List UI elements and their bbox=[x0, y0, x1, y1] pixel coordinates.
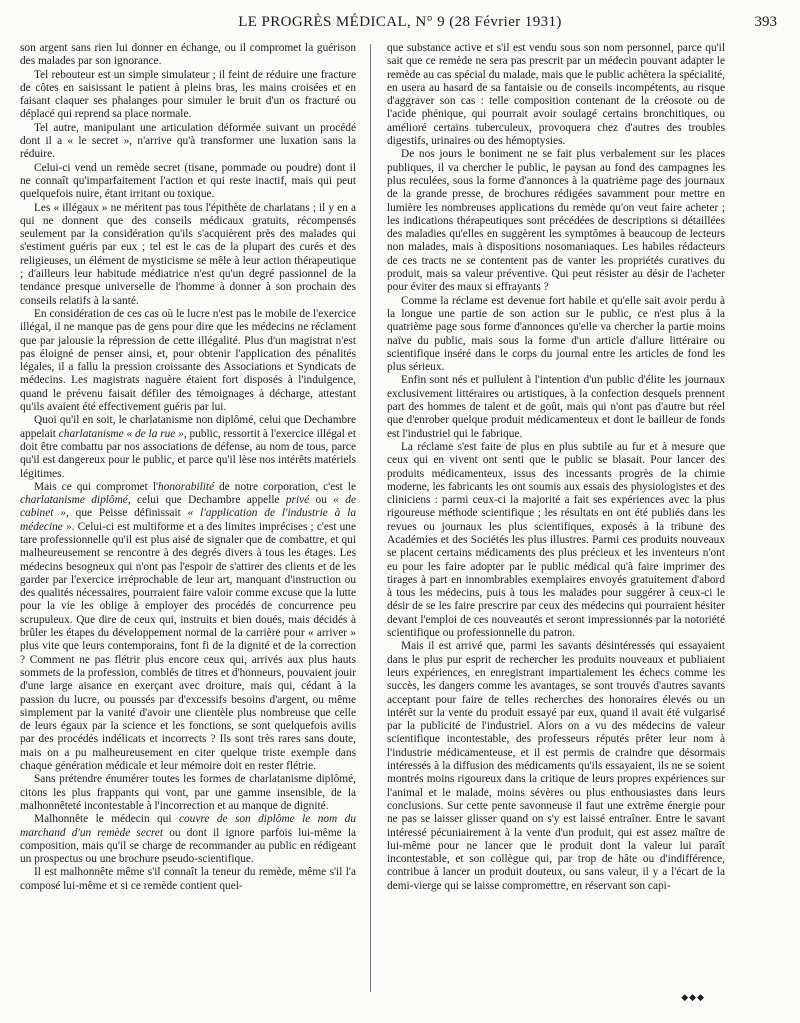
paragraph: Mais ce qui compromet l'honorabilité de notre corporation, c'est le charlatanisme diplômé, celui que Dechambre appelle privé ou « de cabinet », que Peisse définissait « l'application de l'industrie à la médecine ». Celui-ci est multiforme et a des limites imprécises ; c'est une tare professionnelle qu'il est plus aisé de signaler que de combattre, et qui malheureusement se rencontre à des degrés divers à tous les étages. Les médecins besogneux qui n'ont pas l'espoir de s'attirer des clients et de les garder par l'exercice irréprochable de leur art, manquant d'instruction ou des qualités nécessaires, pourraient faire valoir comme excuse que la lutte pour la vie les oblige à employer des procédés de concurrence peu scrupuleux. Que dire de ceux qui, instruits et bien doués, mais décidés à brûler les étapes du développement normal de la carrière pour « arriver » plus vite que leurs contemporains, font fi de la dignité et de la correction ? Comment ne pas flétrir plus encore ceux qui, arrivés aux plus hauts sommets de la profession, comblés de titres et d'honneurs, pouvaient jouir d'une large aisance en exerçant avec droiture, mais qui, cédant à la passion du lucre, ou poussés par d'excessifs besoins d'argent, ou même simplement par la vanité d'avoir une clientèle plus nombreuse que celle de leurs égaux par la science et les fonctions, se sont quelquefois avilis par des procédés indélicats et incorrects ? Ils sont très rares sans doute, mais on a pu malheureusement en citer quelque triste exemple dans chaque génération médicale et leur mémoire doit en rester flétrie. bbox=[20, 480, 357, 773]
paragraph: De nos jours le boniment ne se fait plus verbalement sur les places publiques, il va chercher le public, le paysan au fond des campagnes les plus reculées, sous la forme d'annonces à la quatrième page des journaux de la grande presse, de brochures rédigées savamment pour mettre en lumière les nombreuses applications du remède qu'on veut faire acheter ; les indications thérapeutiques sont précédées de descriptions si détaillées des maladies qu'elles en suggèrent les symptômes à beaucoup de lecteurs non malades, mais à dispositions nosomaniaques. Les habiles rédacteurs de ces tracts ne se contentent pas de vanter les propriétés curatives du produit, mais sa valeur préventive. Qui peut résister au désir de l'acheter pour éviter des maux si effrayants ? bbox=[387, 148, 725, 294]
running-title: LE PROGRÈS MÉDICAL, N° 9 (28 Février 1931) bbox=[238, 14, 562, 30]
paragraph: Il est malhonnête même s'il connaît la teneur du remède, même s'il l'a composé lui-même et si ce remède contient quel- bbox=[20, 866, 356, 892]
paragraph: Sans prétendre énumérer toutes les formes de charlatanisme diplômé, citons les plus frappants qui vont, par une gamme insensible, de la malhonnêteté incontestable à l'incorrection et au manque de dignité. bbox=[20, 773, 356, 812]
paragraph: Les « illégaux » ne méritent pas tous l'épithète de charlatans ; il y en a qui ne donnent que des conseils médicaux gratuits, récompensés seulement par la considération qu'ils s'acquièrent près des malades qui s'estiment guéris par eux ; tel est le cas de la plupart des curés et des religieuses, un élément de mysticisme se mêle à leur action thérapeutique ; d'ailleurs leur habitude médiatrice n'est qu'un degré passionnel de la tendance presque universelle de l'homme à donner à son prochain des conseils relatifs à la santé. bbox=[20, 201, 356, 307]
paragraph: Enfin sont nés et pullulent à l'intention d'un public d'élite les journaux exclusivement littéraires ou artistiques, à la confection desquels prennent part des hommes de talent et de goût, mais qui n'ont pas d'autre but réel que d'enrober quelque produit médicamenteux et dont le bailleur de fonds est l'industriel qui le fabrique. bbox=[387, 374, 725, 440]
paragraph: Tel autre, manipulant une articulation déformée suivant un procédé dont il a « le secret », n'arrive qu'à transformer une luxation sans la réduire. bbox=[20, 121, 356, 161]
paragraph: que substance active et s'il est vendu sous son nom personnel, parce qu'il sait que ce remède ne sera pas prescrit par un médecin pouvant adapter le remède au cas spécial du malade, mais que le public achètera la spécialité, en usera au hasard de sa fantaisie ou de conseils incompétents, au risque d'aggraver son cas : telle composition contenant de la créosote ou de l'acide phénique, qui pourrait avoir soulagé certains bronchitiques, ou amélioré certains tuberculeux, provoquera chez d'autres des troubles digestifs, urinaires ou des hémoptysies. bbox=[387, 42, 725, 148]
paragraph: Malhonnête le médecin qui couvre de son diplôme le nom du marchand d'un remède secret ou dont il ignore parfois lui-même la composition, mais qu'il se charge de recommander au public en rédigeant un prospectus ou une brochure pseudo-scientifique. bbox=[20, 813, 357, 866]
column-divider bbox=[370, 44, 371, 992]
left-column bbox=[20, 42, 356, 893]
paragraph: Comme la réclame est devenue fort habile et qu'elle sait avoir perdu à la longue une partie de son action sur le public, ce n'est plus à la quatrième page sous forme d'annonces qu'elle va chercher la partie moins naïve du public, mais sous la forme d'un article d'allure littéraire ou scientifique inséré dans le corps du journal entre les articles de fond les plus sérieux. bbox=[387, 294, 725, 374]
paragraph: La réclame s'est faite de plus en plus subtile au fur et à mesure que ceux qui en vivent ont senti que le public se blasait. Pour lancer des produits médicamenteux, issus des incessants progrès de la chimie moderne, les fabricants les ont soumis aux essais des physiologistes et des cliniciens : parmi ceux-ci la majorité a fait ses expériences avec la plus rigoureuse méthode scientifique ; les résultats en ont été publiés dans les revues ou journaux les plus scientifiques, exposés à la tribune des Académies et des Sociétés les plus illustres. Parmi ces produits nouveaux se placent certains médicaments des plus précieux et les inventeurs n'ont eu pour les faire adopter par le public médical qu'à faire imprimer des tirages à part en innombrables exemplaires envoyés gratuitement d'abord à tous les médecins, puis à tous les malades pour suggérer à ceux-ci le désir de se les faire prescrire par ceux des médecins qui pourraient hésiter devant l'emploi de ces nouveautés et seront impressionnés par la notoriété scientifique ou professionnelle du patron. bbox=[387, 440, 725, 640]
page-header bbox=[0, 12, 800, 32]
paragraph: Mais il est arrivé que, parmi les savants désintéressés qui essayaient dans le plus pur esprit de rechercher les produits nouveaux et publiaient leurs expériences, en enregistrant impartialement les échecs comme les succès, les dangers comme les avantages, se sont trouvés d'autres savants acceptant pour faire de telles recherches des honoraires élevés ou un intérêt sur la vente du produit essayé par eux, quand il avait été vulgarisé par la publicité de l'industriel. Alors on a vu des médecins de valeur scientifique incontestable, des professeurs réputés prêter leur nom à l'industrie médicamenteuse, et il est permis de craindre que désormais intéressés à la diffusion des médicaments qu'ils essayaient, ils ne se soient montrés moins rigoureux dans la critique de leurs propres expériences sur l'animal et le malade, moins sévères ou plus enthousiastes dans leurs conclusions. Sur cette pente savonneuse il faut une extrême énergie pour ne pas se laisser glisser quand on s'y est laissé entraîner. Entre le savant intéressé pécuniairement à la vente d'un produit, qui est assez maître de lui-même pour ne lancer que le produit dont la valeur lui paraît incontestable, et son collègue qui, par trop de hâte ou d'indifférence, contribue à lancer un produit douteux, ou sans valeur, il y a l'écart de la demi-vierge qui se laisse compromettre, en réservant son capi- bbox=[387, 640, 725, 892]
end-ornament: ◆◆◆ bbox=[681, 993, 705, 1003]
right-column bbox=[387, 42, 725, 893]
paragraph: Tel rebouteur est un simple simulateur ; il feint de réduire une fracture de côtes en saisissant le patient à pleins bras, les mains croisées et en faisant claquer ses phalanges pour simuler le bruit d'un os fracturé ou déplacé qui reprend sa place normale. bbox=[20, 68, 356, 121]
paragraph: Celui-ci vend un remède secret (tisane, pommade ou poudre) dont il ne connaît qu'imparfaitement l'action et qui reste inactif, mais qui peut quelquefois nuire, étant irritant ou toxique. bbox=[20, 161, 356, 201]
paragraph: En considération de ces cas où le lucre n'est pas le mobile de l'exercice illégal, il ne manque pas de gens pour dire que les médecins ne réclament que par jalousie la répression de cette illégalité. Plus d'un magistrat n'est pas éloigné de penser ainsi, et, pour obtenir l'application des pénalités légales, il a fallu la pression croissante des Associations et Syndicats de médecins. Les magistrats naguère étaient fort disposés à l'indulgence, quand le prévenu faisait défiler des témoignages à décharge, attestant qu'ils avaient été effectivement guéris par lui. bbox=[20, 307, 356, 414]
paragraph: son argent sans rien lui donner en échange, ou il compromet la guérison des malades par son ignorance. bbox=[20, 42, 356, 68]
paragraph: Quoi qu'il en soit, le charlatanisme non diplômé, celui que Dechambre appelait charlatanisme « de la rue », public, ressortit à l'exercice illégal et doit être combattu par nos associations de défense, au nom de tous, parce qu'il est dangereux pour le public, et parce qu'il lèse nos intérêts matériels légitimes. bbox=[20, 414, 356, 480]
page-number: 393 bbox=[754, 14, 777, 30]
